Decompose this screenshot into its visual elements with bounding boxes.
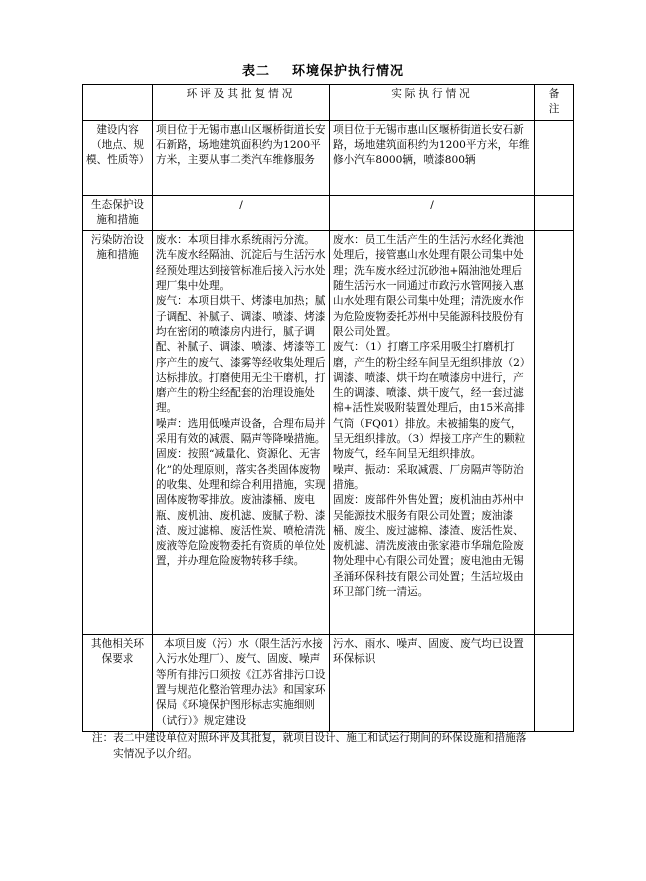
eia-cell: 项目位于无锡市惠山区堰桥街道长安石新路，场地建筑面积约为1200平方米，主要从事二类汽车维修服务 xyxy=(153,120,330,195)
table-number: 表二 xyxy=(241,64,270,79)
actual-cell: 废水：员工生活产生的生活污水经化粪池处理后，接管惠山水处理有限公司集中处理；洗车废水经过沉砂池+隔油池处理后随生活污水一同通过市政污水管网接入惠山水处理有限公司集中处理；清洗废水作为危险废物委托苏州中吴能源科技股份有限公司处置。 废气：（1）打磨工序采用吸尘打磨机打磨，产生的粉尘经车间呈无组织排放（2）调漆、喷漆、烘干均在喷漆房中进行，产生的调漆、喷漆、烘干废气，经一套过滤棉+活性炭吸附装置处理后，由15米高排气筒（FQ01）排放。未被捕集的废气，呈无组织排放。（3）焊接工序产生的颗粒物废气，经车间呈无组织排放。 噪声、振动：采取减震、厂房隔声等防治措施。 固废：废部件外售处置；废机油由苏州中吴能源技术服务有限公司处置；废油漆桶、废尘、废过滤棉、漆渣、废活性炭、废机滤、清洗废液由张家港市华瑞危险废物处理中心有限公司处置；废电池由无锡圣涌环保科技有限公司处置；生活垃圾由环卫部门统一清运。 xyxy=(330,231,535,635)
actual-cell: 项目位于无锡市惠山区堰桥街道长安石新路，场地建筑面积约为1200平方米，年维修小汽车8000辆，喷漆800辆 xyxy=(330,120,535,195)
eia-cell: / xyxy=(153,195,330,231)
row-label: 其他相关环 保要求 xyxy=(83,635,153,732)
table-row xyxy=(83,195,574,231)
header-blank-cell xyxy=(83,85,153,121)
row-label: 污染防治设 施和措施 xyxy=(83,231,153,635)
eia-cell: 本项目废（污）水（限生活污水接入污水处理厂）、废气、固废、噪声等所有排污口须按《江苏省排污口设置与规范化整治管理办法》和国家环保局《环境保护图形标志实施细则（试行）》规定建设 xyxy=(153,635,330,732)
header-actual: 实际执行情况 xyxy=(330,85,535,121)
table-row xyxy=(83,120,574,195)
actual-cell: / xyxy=(330,195,535,231)
table-header-row xyxy=(83,85,574,121)
remarks-cell xyxy=(535,195,574,231)
table-row xyxy=(83,231,574,635)
eia-cell: 废水：本项目排水系统雨污分流。 洗车废水经隔油、沉淀后与生活污水经预处理达到接管标准后接入污水处理厂集中处理。 废气：本项目烘干、烤漆电加热；腻子调配、补腻子、调漆、喷漆、烤漆均在密闭的喷漆房内进行，腻子调配、补腻子、调漆、喷漆、烤漆等工序产生的废气、漆雾等经收集处理后达标排放。打磨使用无尘干磨机，打磨产生的粉尘经配套的治理设施处理。 噪声：选用低噪声设备，合理布局并采用有效的减震、隔声等降噪措施。 固废：按照“减量化、资源化、无害化”的处理原则，落实各类固体废物的收集、处理和综合利用措施，实现固体废物零排放。废油漆桶、废电瓶、废机油、废机滤、废腻子粉、漆渣、废过滤棉、废活性炭、喷枪清洗废液等危险废物委托有资质的单位处置，并办理危险废物转移手续。 xyxy=(153,231,330,635)
row-label: 建设内容 （地点、规 模、性质等） xyxy=(83,120,153,195)
row-label: 生态保护设 施和措施 xyxy=(83,195,153,231)
actual-cell: 污水、雨水、噪声、固废、废气均已设置环保标识 xyxy=(330,635,535,732)
table-row xyxy=(83,635,574,732)
table-title-block xyxy=(0,60,646,79)
footnote: 注：表二中建设单位对照环评及其批复，就项目设计、施工和试运行期间的环保设施和措施落 实情况予以介绍。 xyxy=(92,732,527,760)
remarks-cell xyxy=(535,231,574,635)
table-subtitle: 环境保护执行情况 xyxy=(292,64,405,79)
environmental-protection-table xyxy=(82,84,574,732)
remarks-cell xyxy=(535,635,574,732)
header-remarks: 备 注 xyxy=(535,85,574,121)
header-eia: 环评及其批复情况 xyxy=(153,85,330,121)
remarks-cell xyxy=(535,120,574,195)
